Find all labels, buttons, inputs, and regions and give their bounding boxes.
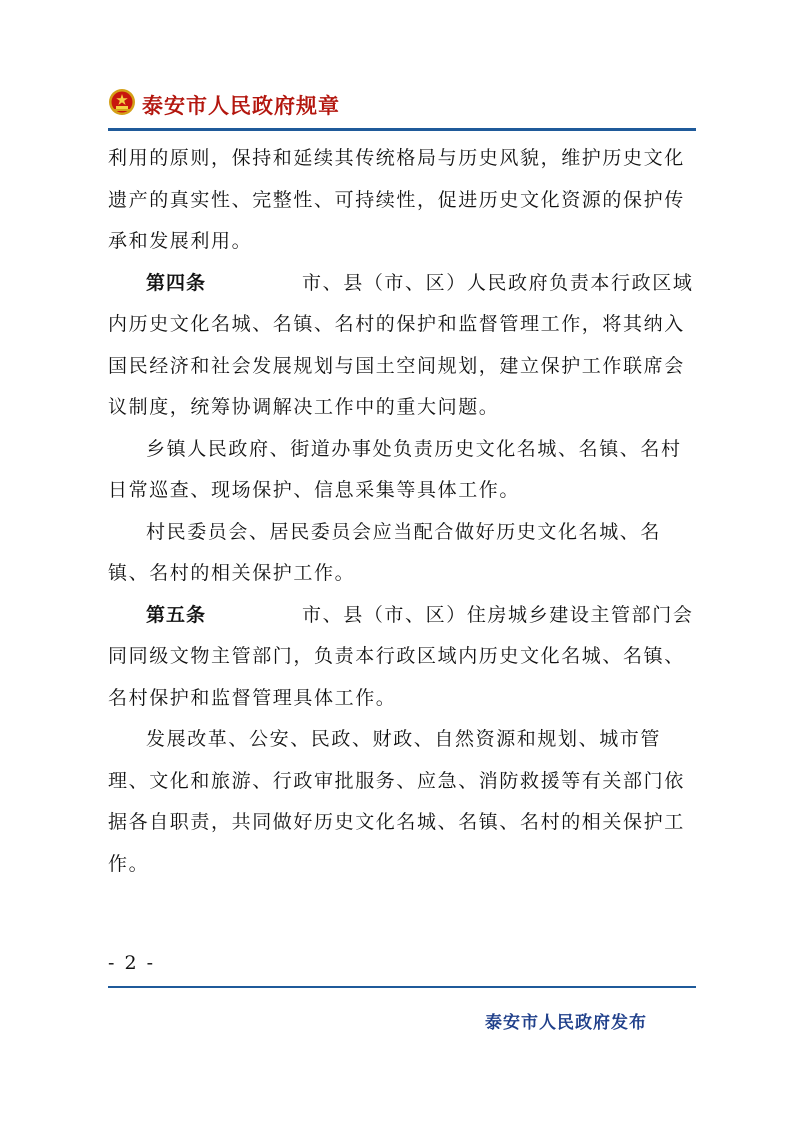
document-header [108,86,696,124]
footer-divider [108,986,696,988]
paragraph-continued: 利用的原则，保持和延续其传统格局与历史风貌，维护历史文化遗产的真实性、完整性、可持续性，促进历史文化资源的保护传承和发展利用。 [108,147,685,252]
article-4-paragraph [108,263,696,429]
footer-publisher: 泰安市人民政府发布 [485,1013,647,1033]
header-title: 泰安市人民政府规章 [142,94,340,118]
national-emblem-icon [108,88,136,116]
page-number: - 2 - [108,952,156,974]
article-5-text: 市、县（市、区）住房城乡建设主管部门会同同级文物主管部门，负责本行政区域内历史文化名城、名镇、名村保护和监督管理具体工作。 [108,603,694,709]
article-4-text: 市、县（市、区）人民政府负责本行政区域内历史文化名城、名镇、名村的保护和监督管理工作，将其纳入国民经济和社会发展规划与国土空间规划，建立保护工作联席会议制度，统筹协调解决工作中的重大问题。 [108,271,694,418]
paragraph-departments: 发展改革、公安、民政、财政、自然资源和规划、城市管理、文化和旅游、行政审批服务、应急、消防救援等有关部门依据各自职责，共同做好历史文化名城、名镇、名村的相关保护工作。 [108,728,685,875]
article-4-heading: 第四条 [146,271,207,294]
document-body [108,138,696,885]
paragraph-committee: 村民委员会、居民委员会应当配合做好历史文化名城、名镇、名村的相关保护工作。 [108,520,662,584]
article-5-paragraph [108,595,696,720]
paragraph-township: 乡镇人民政府、街道办事处负责历史文化名城、名镇、名村日常巡查、现场保护、信息采集等具体工作。 [108,437,682,501]
header-divider [108,128,696,131]
article-5-heading: 第五条 [146,603,207,626]
